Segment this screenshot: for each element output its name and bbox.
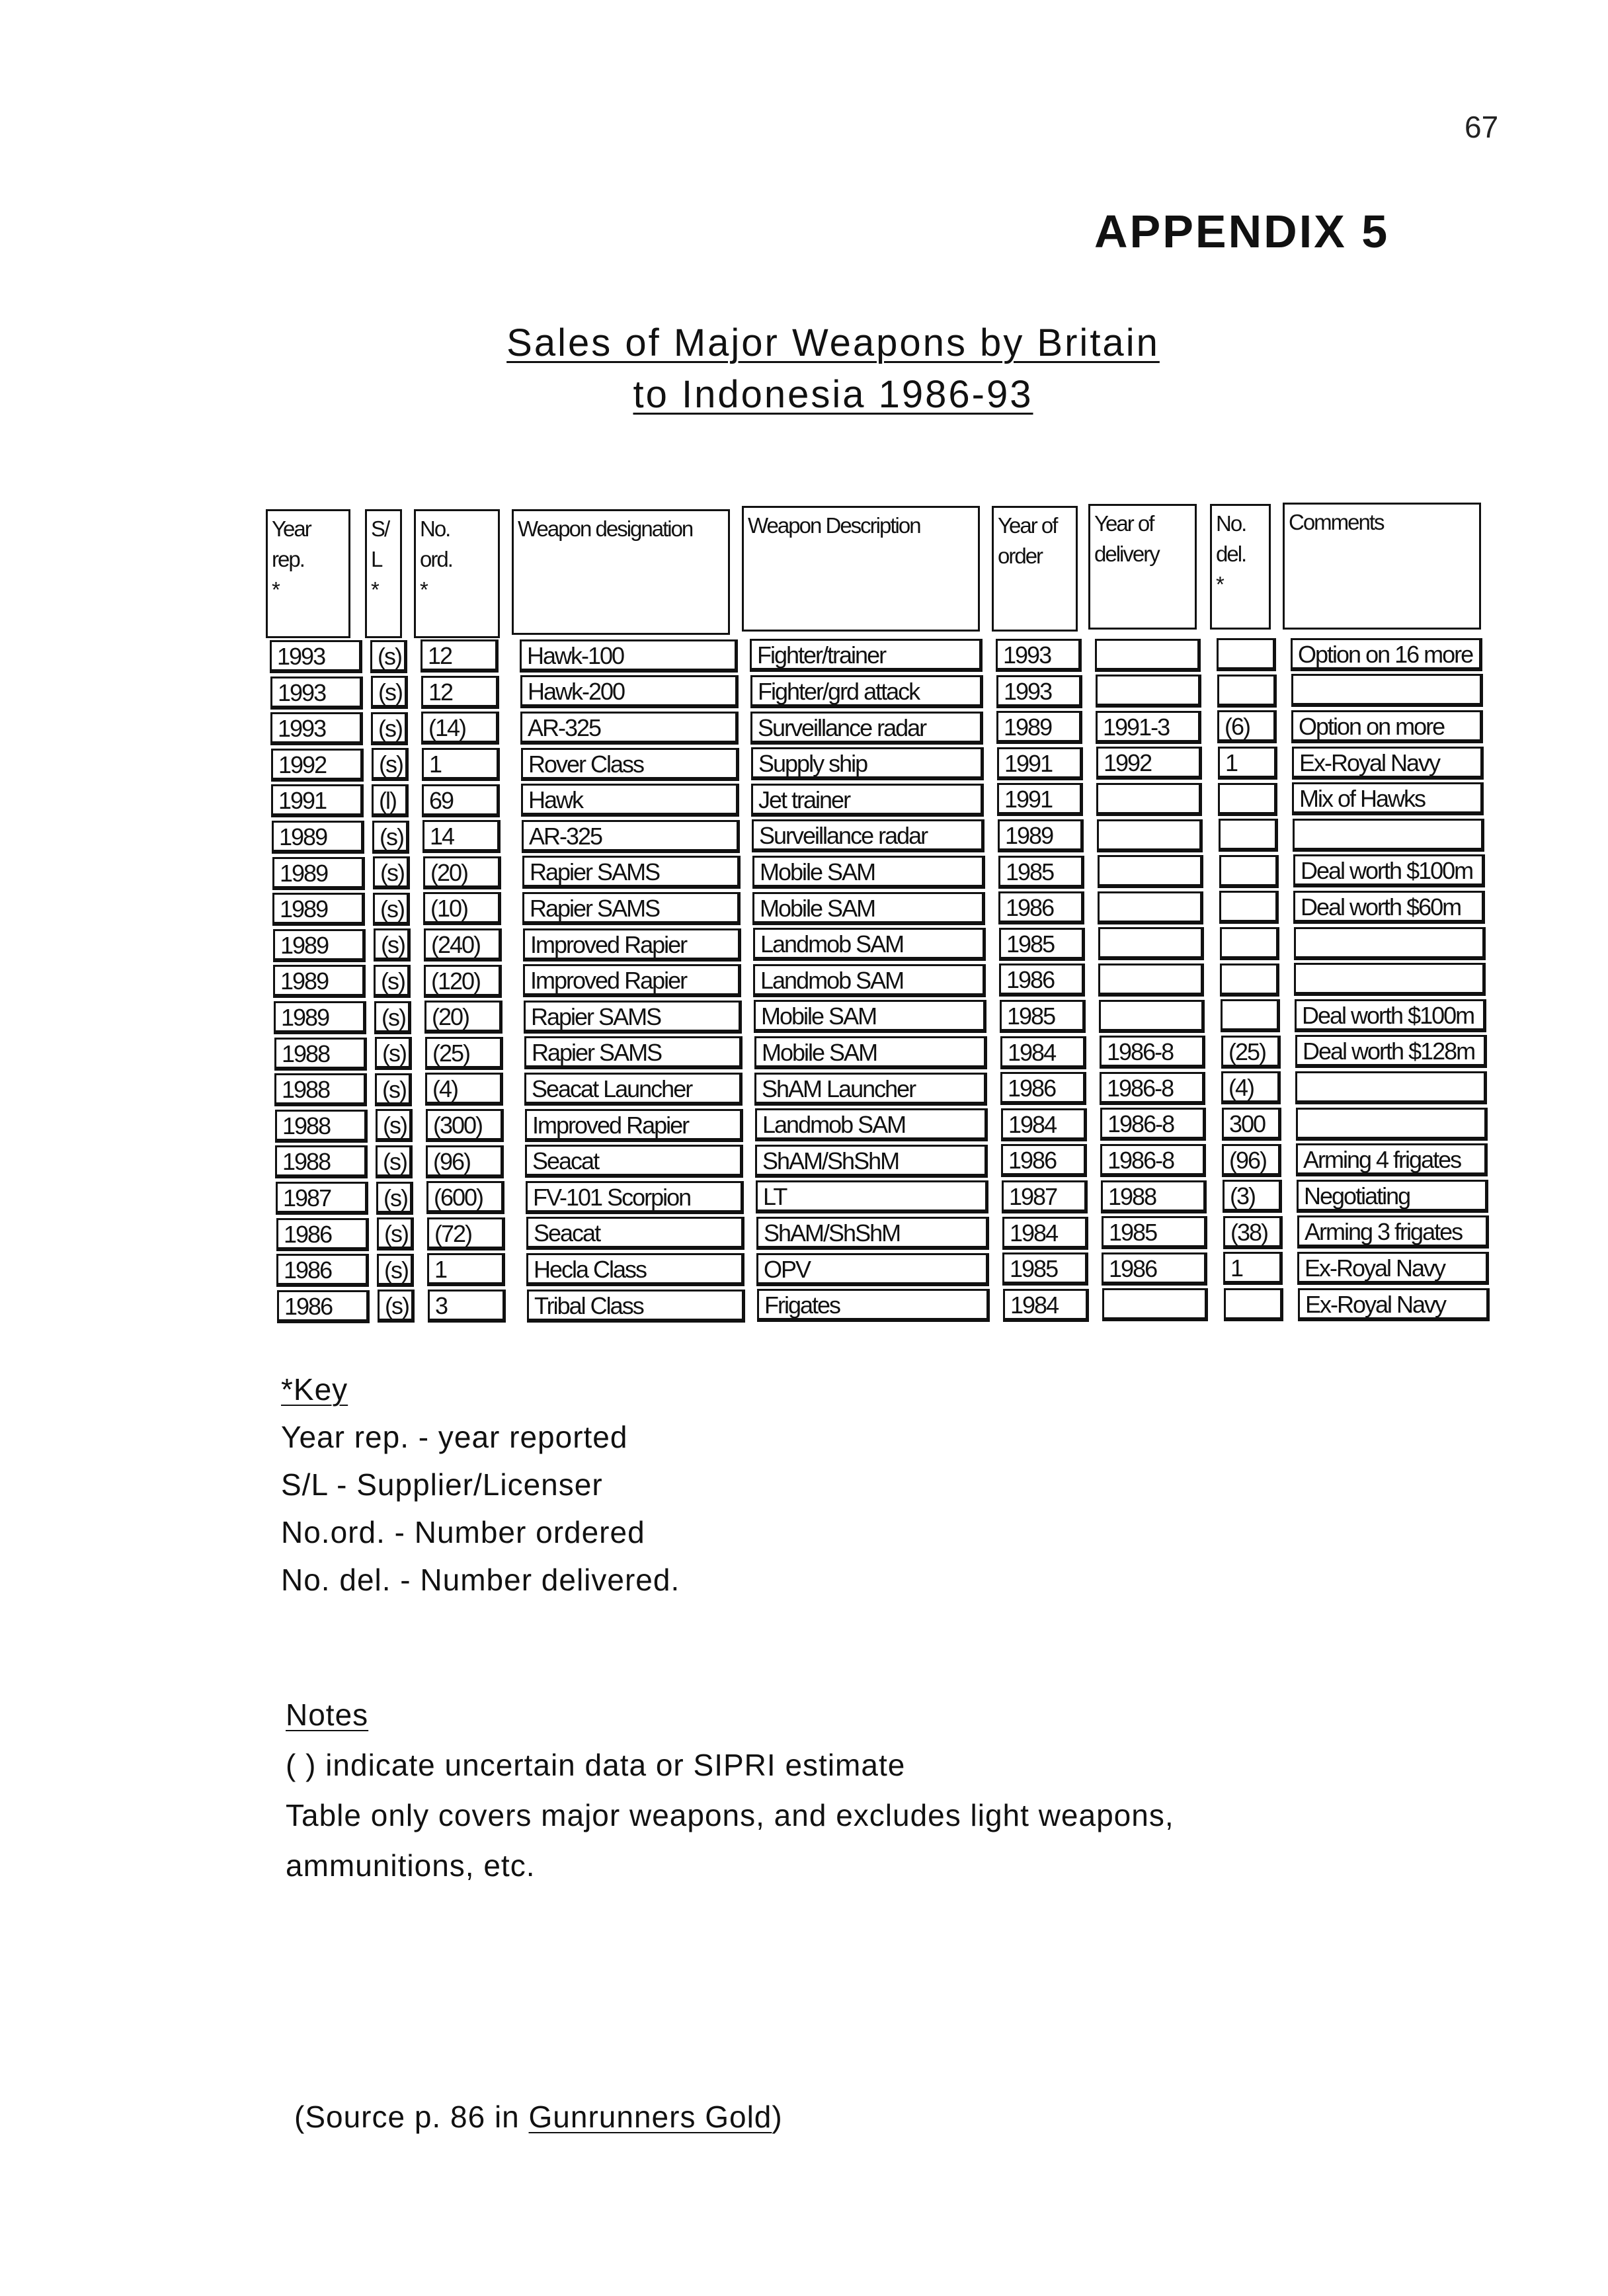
cell-number-delivered: 300 [1222,1108,1281,1141]
cell-supplier-licenser: (l) [372,784,409,817]
cell-year-of-delivery: 1986 [1102,1252,1207,1286]
cell-weapon-designation: Seacat [525,1145,743,1178]
cell-year-of-order: 1989 [998,819,1084,852]
cell-number-ordered: (600) [426,1181,504,1214]
cell-year-of-delivery: 1991-3 [1096,711,1201,744]
key-item: No. del. - Number delivered. [281,1563,680,1597]
header-comments: Comments [1283,503,1481,630]
cell-number-delivered: (4) [1221,1071,1281,1104]
cell-comments: Ex-Royal Navy [1297,1252,1489,1285]
cell-year-of-order: 1986 [999,964,1085,997]
notes-item: ammunitions, etc. [286,1848,536,1883]
cell-supplier-licenser: (s) [377,1254,414,1287]
cell-weapon-description: Mobile SAM [752,892,985,925]
cell-year-reported: 1986 [276,1254,369,1287]
header-number-ordered-star: * [420,577,427,602]
cell-year-of-order: 1993 [996,675,1082,708]
cell-weapon-designation: Improved Rapier [525,1109,743,1142]
cell-comments [1295,1071,1487,1104]
cell-number-ordered: (20) [424,1001,502,1034]
cell-year-of-delivery [1096,675,1201,708]
cell-number-delivered [1219,855,1279,888]
cell-weapon-description: Mobile SAM [754,1036,987,1069]
header-year-reported-star: * [272,577,279,602]
cell-number-delivered [1220,927,1279,960]
title-line-2: to Indonesia 1986-93 [633,373,1033,416]
cell-supplier-licenser: (s) [375,1037,412,1070]
cell-supplier-licenser: (s) [374,1001,411,1034]
notes-section [286,1690,1174,1891]
cell-year-reported: 1989 [272,821,364,854]
cell-number-ordered: (20) [423,856,501,889]
cell-year-of-order: 1985 [999,928,1085,961]
cell-supplier-licenser: (s) [373,893,410,926]
title-line-1: Sales of Major Weapons by Britain [506,321,1160,364]
cell-year-of-order: 1989 [996,711,1082,744]
cell-year-of-order: 1991 [997,783,1083,816]
cell-number-delivered: 1 [1218,747,1277,780]
cell-weapon-designation: Hawk-200 [520,675,739,708]
cell-number-ordered: (240) [424,928,502,962]
notes-heading: Notes [286,1698,369,1732]
source-suffix: ) [772,2100,783,2134]
cell-year-of-order: 1993 [996,639,1082,672]
header-weapon-description: Weapon Description [742,506,980,632]
page-number: 67 [1465,110,1499,144]
cell-number-ordered: (72) [427,1217,505,1250]
cell-year-reported: 1993 [270,640,362,673]
cell-supplier-licenser: (s) [376,1109,413,1142]
cell-number-ordered: (4) [425,1073,503,1106]
cell-weapon-description: Landmob SAM [753,928,986,961]
header-year-reported-label: Year rep. [272,516,311,571]
cell-comments [1294,963,1486,996]
cell-comments: Deal worth $60m [1293,891,1485,924]
cell-supplier-licenser: (s) [375,1073,412,1106]
cell-weapon-designation: Tribal Class [527,1290,745,1323]
cell-year-of-order: 1984 [1000,1036,1086,1069]
cell-number-delivered: (6) [1217,710,1277,743]
cell-number-delivered [1220,964,1279,997]
cell-number-delivered [1221,999,1280,1032]
cell-weapon-description: ShAM/ShShM [756,1217,989,1250]
header-number-ordered [414,509,500,638]
cell-year-reported: 1986 [277,1290,370,1323]
cell-number-ordered: 14 [422,820,501,853]
header-number-delivered-star: * [1216,572,1223,596]
cell-weapon-designation: Rapier SAMS [524,1001,742,1034]
key-item: Year rep. - year reported [281,1420,628,1454]
cell-number-ordered: 3 [428,1290,506,1323]
cell-weapon-description: Mobile SAM [754,1000,986,1033]
cell-supplier-licenser: (s) [373,856,410,889]
header-number-delivered [1210,504,1271,630]
cell-number-delivered [1217,638,1276,671]
cell-year-of-delivery: 1986-8 [1100,1144,1206,1177]
cell-year-of-delivery [1096,783,1202,816]
cell-number-ordered: (96) [426,1145,504,1178]
key-item: No.ord. - Number ordered [281,1515,645,1549]
cell-weapon-designation: Rapier SAMS [522,856,741,889]
cell-year-of-order: 1986 [1000,1072,1086,1105]
cell-year-of-delivery [1098,855,1203,888]
cell-supplier-licenser: (s) [371,712,408,745]
cell-number-delivered [1219,891,1279,924]
cell-weapon-designation: Seacat [526,1217,744,1250]
cell-year-of-order: 1984 [1003,1289,1089,1322]
header-year-of-order: Year of order [992,506,1078,632]
cell-comments [1291,674,1483,707]
cell-weapon-description: Supply ship [751,747,984,780]
cell-year-of-delivery [1098,891,1203,924]
cell-year-reported: 1989 [272,893,365,926]
source-book-title: Gunrunners Gold [528,2100,772,2134]
header-supplier-licenser-label: S/ L [371,516,389,571]
cell-number-delivered: 1 [1223,1252,1283,1285]
cell-weapon-description: Fighter/trainer [750,639,983,672]
header-supplier-licenser [365,509,402,638]
cell-year-of-order: 1991 [997,747,1083,780]
cell-comments: Negotiating [1297,1180,1488,1213]
cell-weapon-designation: Rapier SAMS [524,1036,743,1069]
key-section [281,1366,680,1604]
cell-number-delivered: (96) [1222,1144,1281,1177]
cell-number-delivered [1224,1288,1283,1321]
cell-year-reported: 1988 [274,1038,367,1071]
cell-number-delivered [1218,783,1277,816]
cell-weapon-description: Landmob SAM [753,964,986,997]
cell-weapon-designation: Improved Rapier [523,928,741,962]
cell-year-of-order: 1985 [998,856,1084,889]
cell-year-of-order: 1986 [998,891,1084,924]
header-supplier-licenser-star: * [371,577,378,602]
cell-year-of-order: 1984 [1002,1217,1088,1250]
cell-weapon-description: Frigates [757,1289,990,1322]
cell-year-reported: 1993 [270,676,363,710]
cell-weapon-designation: FV-101 Scorpion [526,1181,744,1214]
cell-year-of-delivery [1097,819,1203,852]
cell-weapon-description: Mobile SAM [752,856,985,889]
cell-supplier-licenser: (s) [377,1217,414,1250]
cell-year-reported: 1991 [271,784,364,817]
cell-number-ordered: 69 [422,784,500,817]
notes-item: ( ) indicate uncertain data or SIPRI estimate [286,1748,906,1782]
cell-year-of-order: 1987 [1002,1180,1088,1213]
cell-weapon-designation: Hawk-100 [520,639,738,673]
cell-weapon-description: Landmob SAM [755,1108,988,1141]
cell-year-reported: 1993 [270,712,363,745]
cell-number-ordered: 12 [421,639,499,673]
cell-weapon-description: Fighter/grd attack [750,675,983,708]
cell-comments: Arming 4 frigates [1296,1143,1488,1176]
cell-comments: Arming 3 frigates [1297,1215,1489,1249]
cell-number-ordered: (300) [426,1109,504,1142]
cell-comments [1294,927,1486,960]
cell-weapon-description: Jet trainer [751,784,984,817]
header-year-reported [266,509,350,638]
header-year-of-delivery: Year of delivery [1088,504,1197,630]
cell-year-of-delivery: 1986-8 [1100,1108,1206,1141]
cell-year-reported: 1988 [275,1145,368,1178]
cell-weapon-designation: Rapier SAMS [522,892,741,925]
cell-year-of-delivery [1102,1288,1208,1321]
cell-number-ordered: 1 [427,1253,505,1286]
cell-year-of-delivery: 1986-8 [1100,1072,1205,1105]
appendix-heading: APPENDIX 5 [1094,206,1390,257]
cell-weapon-description: LT [756,1180,988,1213]
cell-year-of-order: 1985 [1000,1000,1086,1033]
cell-comments [1296,1108,1488,1141]
cell-year-of-delivery [1095,639,1201,672]
cell-number-delivered: (25) [1221,1036,1281,1069]
cell-supplier-licenser: (s) [374,965,411,998]
cell-weapon-designation: Rover Class [521,748,739,781]
cell-year-of-delivery [1098,927,1204,960]
cell-supplier-licenser: (s) [374,928,411,962]
header-number-ordered-label: No. ord. [420,516,452,571]
key-item: S/L - Supplier/Licenser [281,1467,603,1502]
cell-supplier-licenser: (s) [372,748,409,781]
cell-number-delivered [1219,819,1278,852]
cell-supplier-licenser: (s) [376,1145,413,1178]
cell-comments: Mix of Hawks [1292,782,1484,815]
cell-number-ordered: (10) [423,892,501,925]
cell-year-reported: 1989 [272,857,365,890]
cell-number-ordered: 1 [422,748,500,781]
cell-weapon-designation: Seacat Launcher [524,1073,743,1106]
cell-year-reported: 1989 [273,965,366,998]
cell-year-of-delivery: 1992 [1096,747,1202,780]
cell-supplier-licenser: (s) [376,1182,413,1215]
cell-number-ordered: 12 [421,676,499,709]
cell-number-ordered: (120) [424,965,502,998]
cell-comments [1293,819,1484,852]
cell-comments: Option on more [1291,710,1483,743]
cell-year-of-delivery [1099,1000,1205,1033]
cell-supplier-licenser: (s) [372,821,409,854]
cell-weapon-designation: Hecla Class [526,1253,744,1286]
cell-year-of-delivery: 1988 [1101,1180,1207,1213]
cell-year-reported: 1986 [276,1218,369,1251]
cell-number-delivered [1217,675,1277,708]
cell-year-reported: 1987 [276,1182,368,1215]
cell-year-of-order: 1986 [1001,1144,1087,1177]
cell-comments: Deal worth $100m [1293,854,1485,887]
cell-weapon-description: Surveillance radar [752,819,985,852]
cell-comments: Deal worth $128m [1295,1035,1487,1068]
header-weapon-designation: Weapon designation [512,509,730,635]
cell-supplier-licenser: (s) [378,1290,415,1323]
cell-supplier-licenser: (s) [370,640,407,673]
cell-year-reported: 1992 [271,749,364,782]
cell-year-of-order: 1985 [1002,1252,1088,1286]
cell-number-delivered: (38) [1223,1216,1283,1249]
source-prefix: (Source p. 86 in [294,2100,529,2134]
cell-year-of-delivery: 1985 [1102,1216,1207,1249]
cell-year-reported: 1988 [274,1073,367,1106]
cell-weapon-description: ShAM/ShShM [755,1145,988,1178]
cell-comments: Deal worth $100m [1295,999,1486,1032]
cell-weapon-description: OPV [756,1253,989,1286]
cell-supplier-licenser: (s) [371,676,408,709]
cell-year-reported: 1988 [275,1110,368,1143]
cell-weapon-designation: AR-325 [520,712,739,745]
cell-year-of-order: 1984 [1001,1108,1087,1141]
cell-year-of-delivery: 1986-8 [1100,1036,1205,1069]
cell-weapon-description: ShAM Launcher [754,1073,987,1106]
cell-comments: Ex-Royal Navy [1292,747,1484,780]
cell-year-of-delivery [1098,964,1204,997]
cell-weapon-designation: Hawk [521,784,739,817]
cell-number-delivered: (3) [1223,1180,1282,1213]
cell-number-ordered: (25) [425,1037,503,1070]
cell-weapon-description: Surveillance radar [750,712,983,745]
header-number-delivered-label: No. del. [1216,511,1246,566]
cell-comments: Option on 16 more [1291,638,1482,671]
cell-year-reported: 1989 [274,1001,366,1034]
key-heading: *Key [281,1372,348,1407]
cell-comments: Ex-Royal Navy [1298,1288,1490,1321]
source-citation [294,2093,783,2141]
cell-weapon-designation: AR-325 [522,820,740,853]
cell-number-ordered: (14) [421,712,499,745]
notes-item: Table only covers major weapons, and excludes light weapons, [286,1798,1174,1832]
cell-weapon-designation: Improved Rapier [523,964,741,997]
cell-year-reported: 1989 [273,929,366,962]
